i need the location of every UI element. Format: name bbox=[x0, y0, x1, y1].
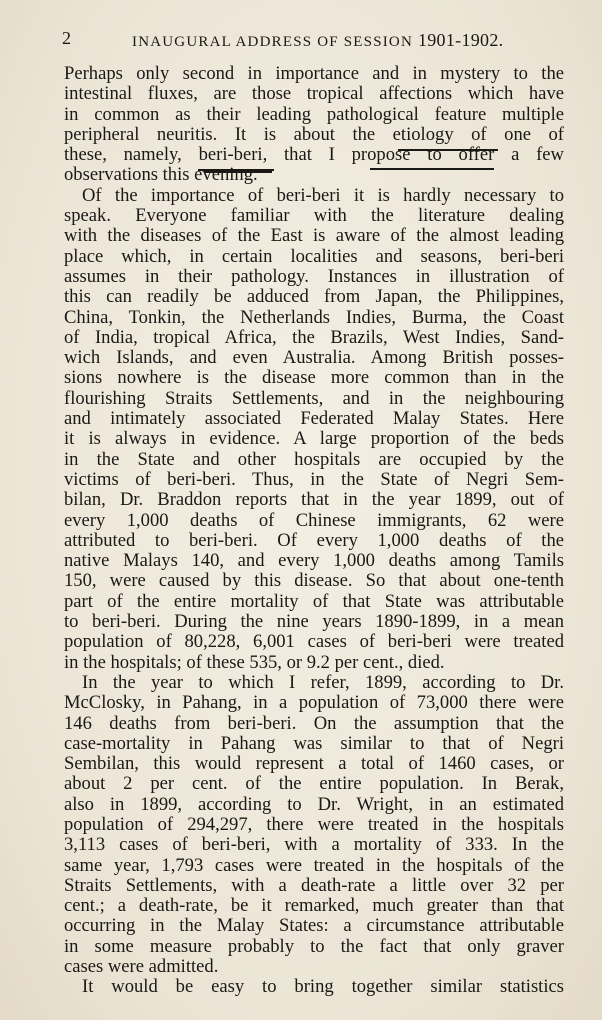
underline-propose-to-offer bbox=[370, 168, 494, 170]
text-line: population of 294,297, there were treated in the hospitals bbox=[64, 813, 564, 835]
text-line: native Malays 140, and every 1,000 deaths among Tamils bbox=[64, 550, 564, 572]
text-line: McClosky, in Pahang, in a population of 73,000 there were bbox=[64, 692, 564, 714]
text-line: Sembilan, this would represent a total of 1460 cases, or bbox=[64, 753, 564, 775]
text-line: wich Islands, and even Australia. Among British posses- bbox=[64, 347, 564, 369]
text-line: of India, tropical Africa, the Brazils, West Indies, Sand- bbox=[64, 326, 564, 348]
text-line: every 1,000 deaths of Chinese immigrants, 62 were bbox=[64, 509, 564, 531]
running-header bbox=[62, 28, 567, 52]
text-line: cases were admitted. bbox=[64, 956, 219, 978]
text-line: intestinal fluxes, are those tropical affections which have bbox=[64, 83, 564, 105]
text-line: in some measure probably to the fact that only graver bbox=[64, 935, 564, 957]
page-number: 2 bbox=[62, 28, 72, 48]
running-title-year: 1901-1902. bbox=[417, 30, 504, 50]
text-line: 3,113 cases of beri-beri, with a mortality of 333. In the bbox=[64, 834, 564, 856]
body-text bbox=[64, 64, 564, 998]
text-line: China, Tonkin, the Netherlands Indies, Burma, the Coast bbox=[64, 306, 564, 328]
text-line: assumes in their pathology. Instances in illustration of bbox=[64, 265, 564, 287]
text-line: it is always in evidence. A large proportion of the beds bbox=[64, 428, 564, 450]
text-line: population of 80,228, 6,001 cases of beri-beri were treated bbox=[64, 631, 564, 653]
running-title bbox=[132, 30, 503, 51]
text-line: with the diseases of the East is aware of the almost leading bbox=[64, 225, 564, 247]
text-line: occurring in the Malay States: a circumstance attributable bbox=[64, 915, 564, 937]
text-line: Straits Settlements, with a death-rate a little over 32 per bbox=[64, 874, 564, 896]
text-line: sions nowhere is the disease more common than in the bbox=[64, 367, 564, 389]
text-line: observations this evening. bbox=[64, 164, 258, 186]
text-line: speak. Everyone familiar with the literature dealing bbox=[64, 205, 564, 227]
text-line: flourishing Straits Settlements, and in the neighbouring bbox=[64, 387, 564, 409]
overline-evening bbox=[204, 171, 272, 173]
paragraph-start: In the year to which I refer, 1899, according to Dr. bbox=[82, 671, 564, 693]
text-line: peripheral neuritis. It is about the etiology of one of bbox=[64, 123, 564, 145]
text-line: cent.; a death-rate, be it remarked, much greater than that bbox=[64, 895, 564, 917]
text-line: Perhaps only second in importance and in mystery to the bbox=[64, 63, 564, 84]
text-line: these, namely, beri-beri, that I propose to offer a few bbox=[64, 144, 564, 166]
text-line: in the hospitals; of these 535, or 9.2 per cent., died. bbox=[64, 651, 445, 673]
text-line: same year, 1,793 cases were treated in the hospitals of the bbox=[64, 854, 564, 876]
text-line: this can readily be adduced from Japan, the Philippines, bbox=[64, 286, 564, 308]
paragraph-start: Of the importance of beri-beri it is hardly necessary to bbox=[82, 184, 564, 206]
text-line: 146 deaths from beri-beri. On the assumption that the bbox=[64, 712, 564, 734]
underline-etiology bbox=[398, 149, 498, 151]
text-line: and intimately associated Federated Malay States. Here bbox=[64, 408, 564, 430]
text-line: in common as their leading pathological feature multiple bbox=[64, 103, 564, 125]
paragraph-start: It would be easy to bring together similar statistics bbox=[82, 976, 564, 998]
running-title-text: INAUGURAL ADDRESS OF SESSION bbox=[132, 34, 413, 50]
text-line: victims of beri-beri. Thus, in the State of Negri Sem- bbox=[64, 468, 564, 490]
text-line: case-mortality in Pahang was similar to that of Negri bbox=[64, 732, 564, 754]
text-line: bilan, Dr. Braddon reports that in the year 1899, out of bbox=[64, 489, 564, 511]
text-line: part of the entire mortality of that State was attributable bbox=[64, 590, 564, 612]
text-line: to beri-beri. During the nine years 1890-1899, in a mean bbox=[64, 611, 564, 633]
text-line: 150, were caused by this disease. So that about one-tenth bbox=[64, 570, 564, 592]
text-line: in the State and other hospitals are occupied by the bbox=[64, 448, 564, 470]
text-line: about 2 per cent. of the entire population. In Berak, bbox=[64, 773, 564, 795]
text-line: also in 1899, according to Dr. Wright, in an estimated bbox=[64, 793, 564, 815]
text-line: attributed to beri-beri. Of every 1,000 deaths of the bbox=[64, 529, 564, 551]
text-line: place which, in certain localities and seasons, beri-beri bbox=[64, 245, 564, 267]
